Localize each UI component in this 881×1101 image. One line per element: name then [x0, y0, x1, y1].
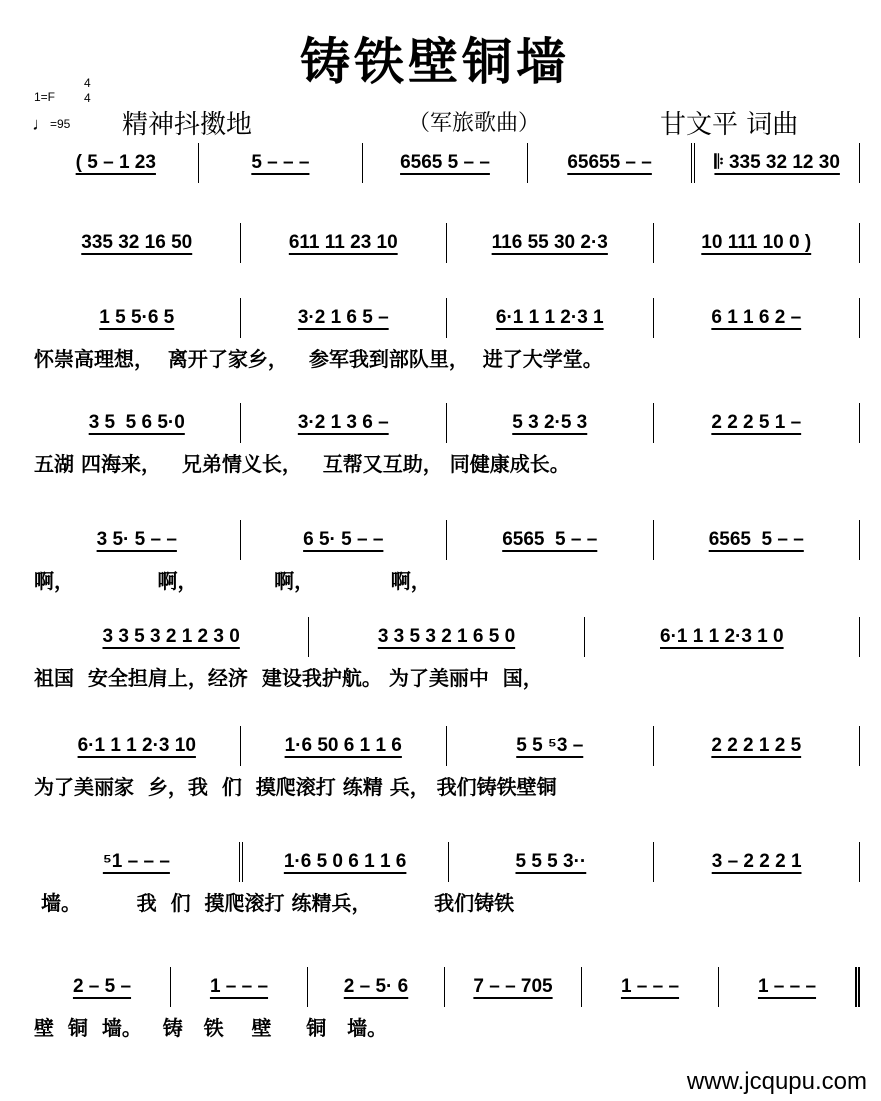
measure: 1·6 50 6 1 1 6 — [241, 726, 448, 766]
measure: 6565 5 – – — [363, 143, 528, 183]
meter-bottom: 4 — [84, 91, 91, 105]
measure: 6 5· 5 – – — [241, 520, 448, 560]
watermark: www.jcqupu.com — [686, 1068, 867, 1095]
measure: 2 – 5· 6 — [308, 967, 445, 1007]
measure: 6 1 1 6 2 – — [654, 298, 861, 338]
measure: ( 5 – 1 23 — [34, 143, 199, 183]
notation-row — [34, 842, 860, 882]
measure: 6·1 1 1 2·3 10 — [34, 726, 241, 766]
measure: 10 111 10 0 ) — [654, 223, 861, 263]
notation-row — [34, 403, 860, 443]
meter-top: 4 — [84, 76, 91, 90]
measure: 7 – – 705 — [445, 967, 582, 1007]
measure: 3 3 5 3 2 1 2 3 0 — [34, 617, 309, 657]
measure: 3·2 1 3 6 – — [241, 403, 448, 443]
lyrics-line: 祖国 安全担肩上，经济 建设我护航。 为了美丽中 国， — [34, 666, 543, 690]
notation-row — [34, 617, 860, 657]
measure: 5 3 2·5 3 — [447, 403, 654, 443]
lyrics-line: 怀崇高理想， 离开了家乡， 参军我到部队里， 进了大学堂。 — [34, 347, 603, 371]
measure: 5 5 5 3·· — [449, 842, 655, 882]
notation-row — [34, 726, 860, 766]
notation-row — [34, 223, 860, 263]
measure: 1 – – – — [171, 967, 308, 1007]
genre-label: （军旅歌曲） — [408, 111, 541, 136]
song-title: 铸铁壁铜墙 — [300, 32, 570, 91]
measure: 6565 5 – – — [447, 520, 654, 560]
expression-marking: 精神抖擞地 — [122, 110, 253, 140]
tempo-marking — [32, 114, 70, 135]
measure: ⁵1 – – – — [34, 842, 243, 882]
measure: 2 2 2 1 2 5 — [654, 726, 861, 766]
lyrics-line: 壁 铜 墙。 铸 铁 壁 铜 墙。 — [34, 1016, 388, 1040]
measure: 3·2 1 6 5 – — [241, 298, 448, 338]
measure: 3 3 5 3 2 1 6 5 0 — [309, 617, 584, 657]
measure: 611 11 23 10 — [241, 223, 448, 263]
lyrics-line: 啊， 啊， 啊， 啊， — [34, 569, 431, 593]
measure: 6565 5 – – — [654, 520, 861, 560]
measure: 6·1 1 1 2·3 1 0 — [585, 617, 860, 657]
measure: 335 32 16 50 — [34, 223, 241, 263]
measure: 1·6 5 0 6 1 1 6 — [243, 842, 449, 882]
notation-row — [34, 520, 860, 560]
time-signature — [84, 76, 91, 106]
notation-row — [34, 967, 860, 1007]
lyrics-line: 为了美丽家 乡，我 们 摸爬滚打 练精 兵， 我们铸铁壁铜 — [34, 775, 557, 799]
quarter-note-icon: ♩ — [32, 114, 50, 134]
measure: 3 5· 5 – – — [34, 520, 241, 560]
measure: 65655 – – — [528, 143, 696, 183]
notation-row — [34, 143, 860, 183]
measure: 5 – – – — [199, 143, 364, 183]
measure: 1 5 5·6 5 — [34, 298, 241, 338]
measure: 1 – – – — [719, 967, 860, 1007]
measure: 3 – 2 2 2 1 — [654, 842, 860, 882]
notation-row — [34, 298, 860, 338]
measure: 116 55 30 2·3 — [447, 223, 654, 263]
measure: 1 – – – — [582, 967, 719, 1007]
key-signature: 1=F — [34, 90, 56, 104]
tempo-value: =95 — [50, 117, 71, 131]
author-credit: 甘文平 词曲 — [660, 110, 799, 140]
measure: 6·1 1 1 2·3 1 — [447, 298, 654, 338]
measure: 2 2 2 5 1 – — [654, 403, 861, 443]
measure: 𝄆 335 32 12 30 — [695, 143, 860, 183]
lyrics-line: 五湖 四海来， 兄弟情义长， 互帮又互助， 同健康成长。 — [34, 452, 570, 476]
measure: 3 5 5 6 5·0 — [34, 403, 241, 443]
lyrics-line: 墙。 我 们 摸爬滚打 练精兵， 我们铸铁 — [34, 891, 515, 915]
measure: 2 – 5 – — [34, 967, 171, 1007]
measure: 5 5 ⁵3 – — [447, 726, 654, 766]
